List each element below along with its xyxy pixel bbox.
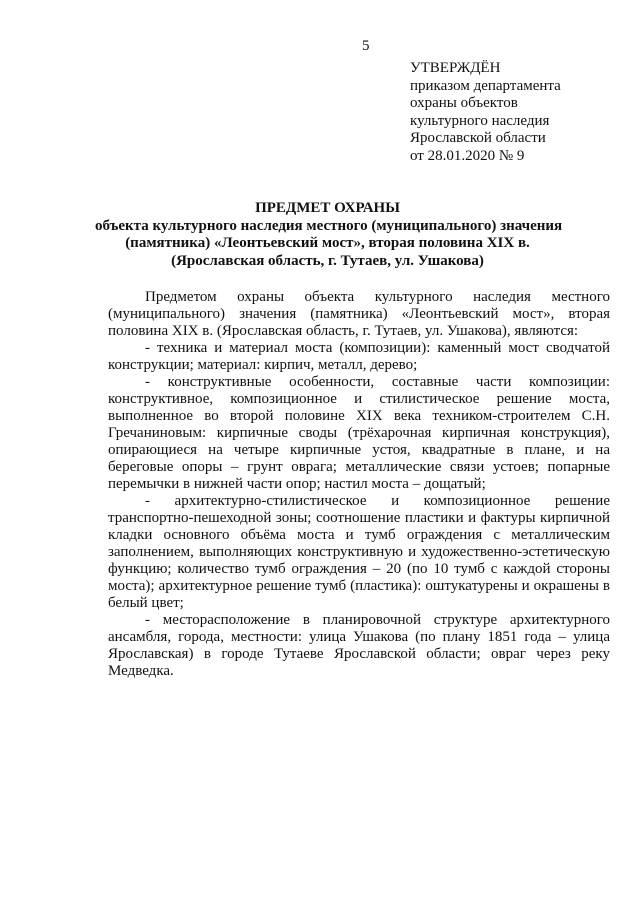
heading-title: ПРЕДМЕТ ОХРАНЫ: [255, 200, 400, 216]
approval-line: приказом департамента: [410, 77, 561, 94]
approval-line: УТВЕРЖДЁН: [410, 60, 501, 76]
approval-line: Ярославской области: [410, 130, 546, 146]
heading-subtitle-line: (памятника) «Леонтьевский мост», вторая половина XIX в.: [125, 235, 530, 251]
body-paragraph: Предметом охраны объекта культурного наследия местного (муниципального) значения (памятника) «Леонтьевский мост», вторая половина XIX в. (Ярославская область, г. Тутаев, ул. Ушакова), являются:: [108, 289, 610, 339]
body-paragraph: - конструктивные особенности, составные части композиции: конструктивное, композиционное и стилистическое решение моста, выполненное во второй половине XIX века техником-строителем С.Н. Гречаниновым: кирпичные своды (трёхарочная кирпичная конструкция), опирающиеся на четыре кирпичные устоя, квадратные в плане, и на береговые опоры – грунт оврага; металлические связи устоев; попарные перемычки в нижней части опор; настил моста – дощатый;: [108, 374, 610, 492]
approval-line: охраны объектов: [410, 95, 518, 111]
heading-subtitle-line: (Ярославская область, г. Тутаев, ул. Ушакова): [171, 252, 484, 269]
document-heading: [95, 200, 563, 270]
body-paragraph: - месторасположение в планировочной структуре архитектурного ансамбля, города, местности: улица Ушакова (по плану 1851 года – улица Ярославская) в городе Тутаеве Ярославской области; овраг через реку Медведка.: [108, 612, 610, 679]
approval-line: культурного наследия: [410, 112, 550, 129]
body-paragraph: - архитектурно-стилистическое и композиционное решение транспортно-пешеходной зоны; соотношение пластики и фактуры кирпичной кладки основного объёма моста и тумб ограждения с металлическим заполнением, выполняющих конструктивную и художественно-эстетическую функцию; количество тумб ограждения – 20 (по 10 тумб с каждой стороны моста); архитектурное решение тумб (пластика): оштукатурены и окрашены в белый цвет;: [108, 493, 610, 611]
approval-block: [410, 60, 625, 165]
document-body: [108, 289, 610, 680]
body-paragraph: - техника и материал моста (композиции): каменный мост сводчатой конструкции; материал: кирпич, металл, дерево;: [108, 340, 610, 373]
page-number: 5: [362, 38, 370, 54]
heading-subtitle-line: объекта культурного наследия местного (муниципального) значения: [95, 217, 563, 234]
approval-line: от 28.01.2020 № 9: [410, 147, 525, 164]
